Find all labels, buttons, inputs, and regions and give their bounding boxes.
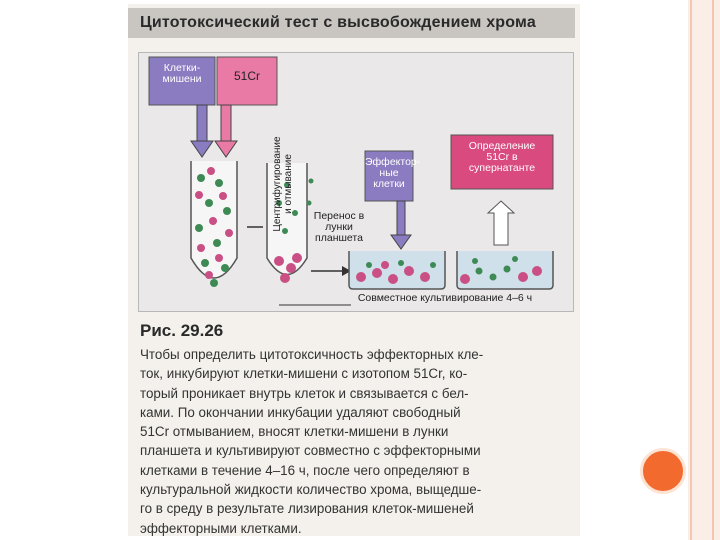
caption-line: ток, инкубируют клетки-мишени с изотопом 51Cr, ко-	[140, 366, 468, 382]
caption-line: планшета и культивируют совместно с эффекторными	[140, 443, 481, 459]
cocultivation-label: Совместное культивирование 4–6 ч	[357, 292, 533, 304]
isotope-label: 51Cr	[233, 69, 260, 83]
caption-line: 51Cr отмыванием, вносят клетки-мишени в лунки	[140, 424, 449, 440]
caption-line: торый проникает внутрь клеток и связывается с бел-	[140, 385, 469, 401]
slide-decoration-dot	[640, 448, 686, 494]
diagram-panel	[138, 52, 574, 312]
effector-cells-label: Эффектор- ные клетки	[365, 156, 421, 190]
caption-line: Чтобы определить цитотоксичность эффекторных кле-	[140, 347, 484, 362]
diagram-graphic	[139, 53, 573, 311]
arrow-down-icon	[215, 141, 237, 157]
slide-border-right	[688, 0, 720, 540]
caption-line: культуральной жидкости количество хрома, выщедше-	[140, 482, 482, 498]
caption-line: го в среду в результате лизирования клеток-мишеней	[140, 501, 474, 517]
arrow-down-icon	[191, 141, 213, 157]
caption-line: клетками в течение 4–16 ч, после чего определяют в	[140, 462, 470, 478]
caption-line: ками. По окончании инкубации удаляют свободный	[140, 404, 461, 420]
centrifuge-label: Центрифугирование и отмывание	[272, 136, 294, 232]
arrow-down-icon	[391, 235, 411, 249]
caption-line: эффекторными клетками.	[140, 520, 302, 536]
well-1	[349, 251, 445, 289]
determination-label: Определение 51Cr в супернатанте	[468, 140, 536, 174]
slide-border-line	[712, 0, 714, 540]
arrow-up-icon	[488, 201, 514, 245]
figure-title: Рис. 29.26	[140, 321, 224, 340]
transfer-label: Перенос в лунки планшета	[313, 210, 365, 244]
figure-header	[128, 8, 575, 38]
target-cells-label: Клетки- мишени	[162, 62, 202, 85]
header-title: Цитотоксический тест с высвобождением хрома	[140, 14, 536, 31]
slide-border-line	[690, 0, 692, 540]
figure-caption	[140, 345, 572, 538]
